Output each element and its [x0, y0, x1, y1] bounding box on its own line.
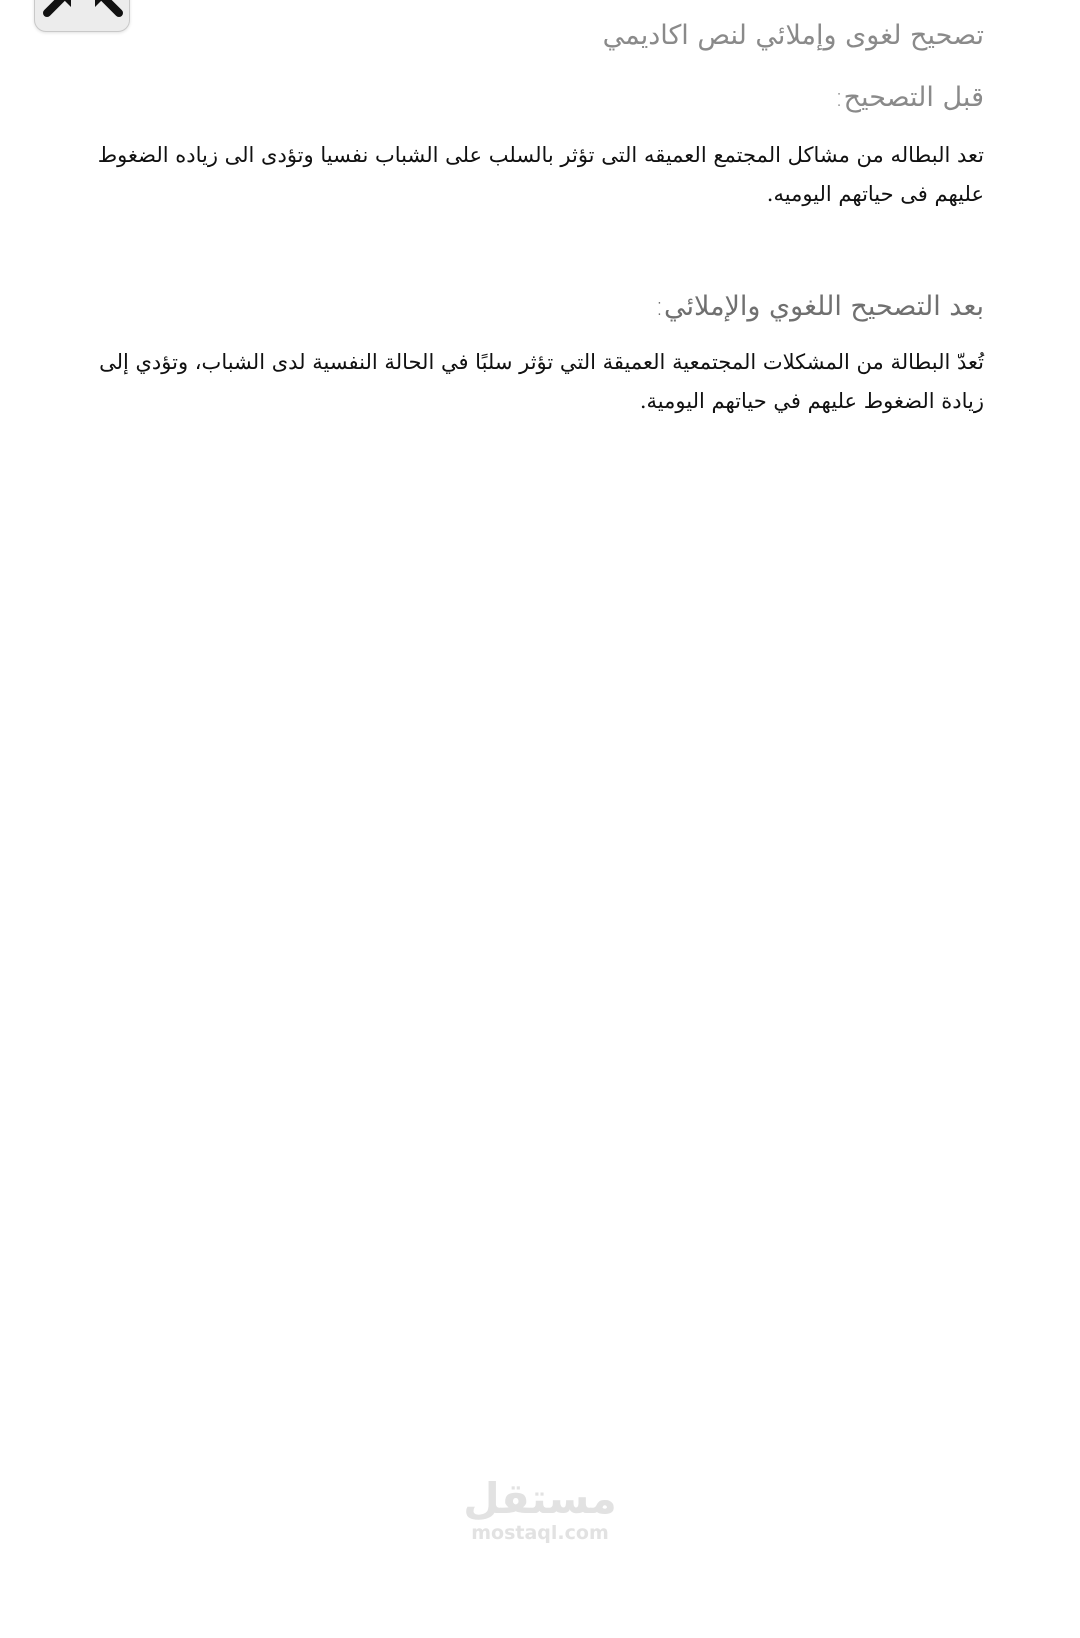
watermark-logo: مستقل	[463, 1474, 617, 1523]
collapse-arrows-icon	[35, 0, 131, 33]
exit-fullscreen-button[interactable]	[34, 0, 130, 32]
after-correction-heading: بعد التصحيح اللغوي والإملائي:	[654, 291, 984, 322]
document-title: تصحيح لغوى وإملائي لنص اكاديمي	[602, 20, 984, 51]
watermark-url: mostaql.com	[471, 1522, 609, 1544]
mostaql-watermark	[0, 1476, 1080, 1544]
original-text-paragraph: تعد البطاله من مشاكل المجتمع العميقه التى تؤثر بالسلب على الشباب نفسيا وتؤدى الى زياده الضغوط عليهم فى حياتهم اليوميه.	[97, 143, 984, 206]
corrected-text-paragraph: تُعدّ البطالة من المشكلات المجتمعية العميقة التي تؤثر سلبًا في الحالة النفسية لدى الشباب، وتؤدي إلى زيادة الضغوط عليهم في حياتهم اليومية.	[99, 350, 984, 413]
before-correction-heading: قبل التصحيح:	[834, 82, 984, 113]
